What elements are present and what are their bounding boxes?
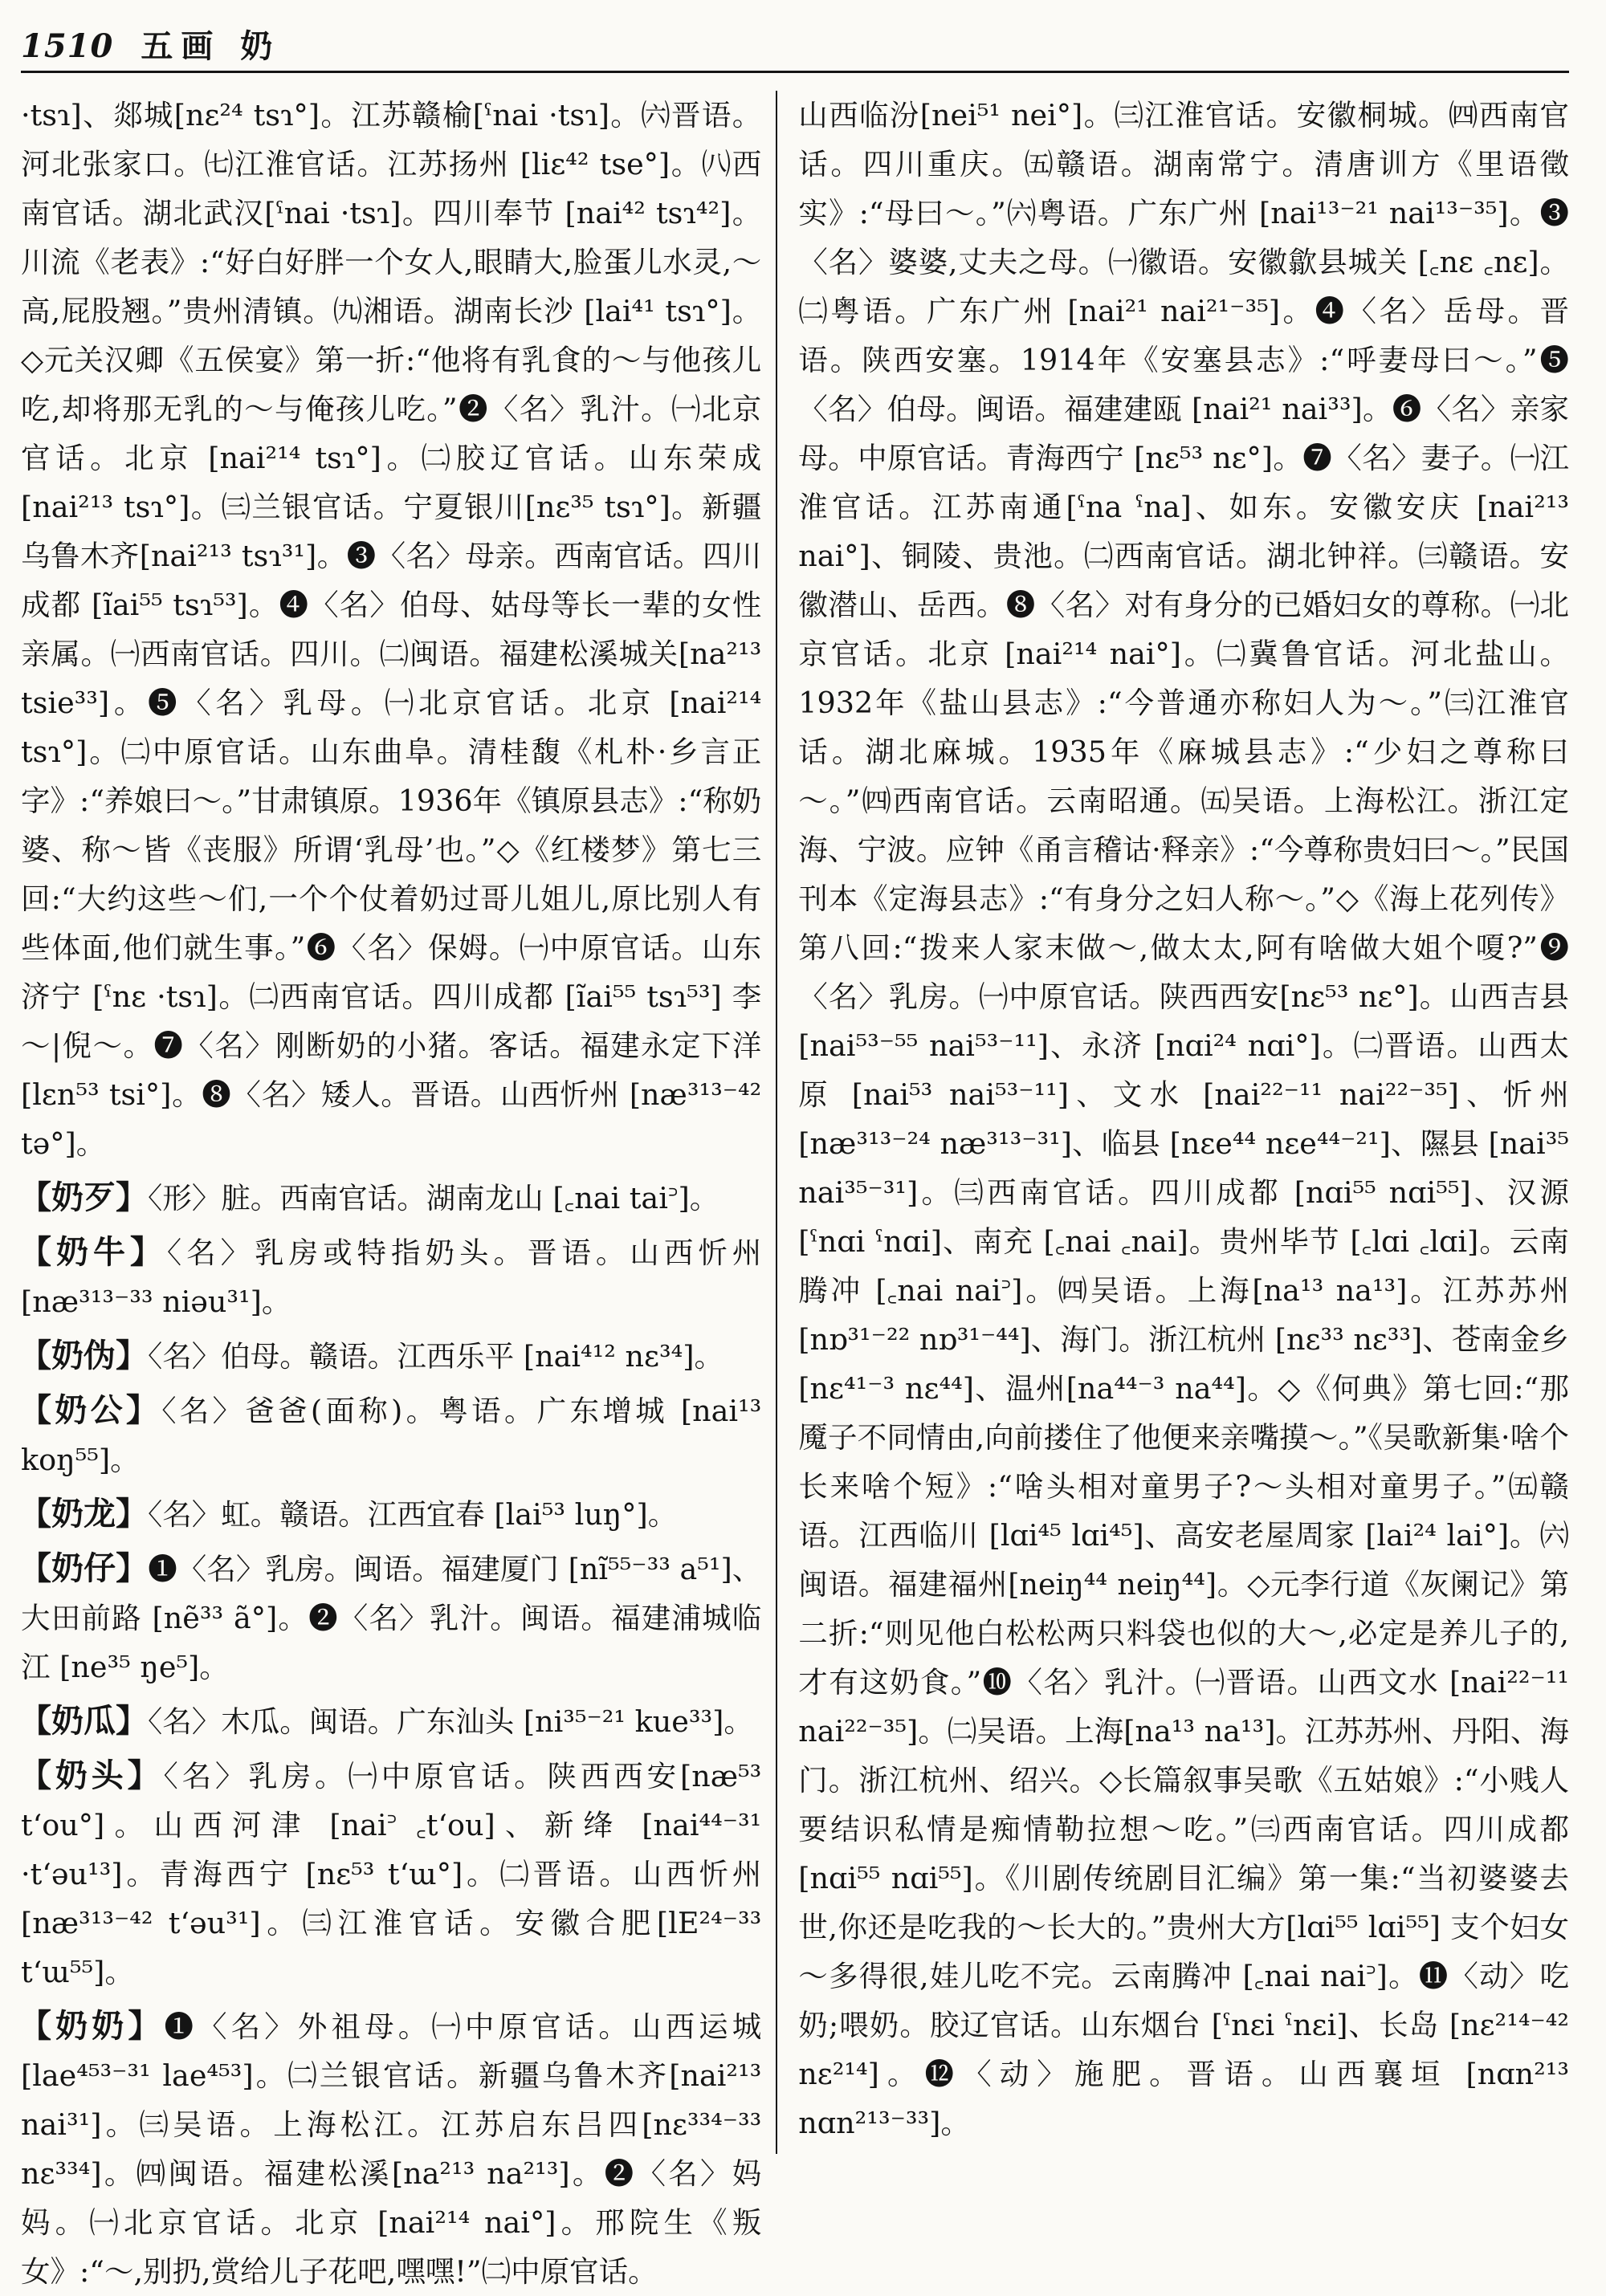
entry-headword: 【奶公】 bbox=[19, 1391, 162, 1429]
text-columns bbox=[19, 91, 1569, 2289]
entry-headword: 【奶头】 bbox=[19, 1757, 164, 1794]
dictionary-entry bbox=[21, 1489, 761, 1539]
dictionary-entry bbox=[21, 1331, 761, 1381]
section-title: 五画 奶 bbox=[141, 27, 281, 65]
entry-continuation: ·tsɿ]、郯城[nε²⁴ tsɿ°]。江苏赣榆[ˁnai ·tsɿ]。㈥晋语。河北张家口。㈦江淮官话。江苏扬州 [liε⁴² tse°]。㈧西南官话。湖北武汉[ˁnai ·tsɿ]。四川奉节 [nai⁴² tsɿ⁴²]。川流《老表》:“好白好胖一个女人,眼睛大,脸蛋儿水灵,～高,屁股翘。”贵州清镇。㈨湘语。湖南长沙 [lai⁴¹ tsɿ°]。◇元关汉卿《五侯宴》第一折:“他将有乳食的～与他孩儿吃,却将那无乳的～与俺孩儿吃。”❷〈名〉乳汁。㈠北京官话。北京 [nai²¹⁴ tsɿ°]。㈡胶辽官话。山东荣成 [nai²¹³ tsɿ°]。㈢兰银官话。宁夏银川[nε³⁵ tsɿ°]。新疆乌鲁木齐[nai²¹³ tsɿ³¹]。❸〈名〉母亲。西南官话。四川成都 [ĩai⁵⁵ tsɿ⁵³]。❹〈名〉伯母、姑母等长一辈的女性亲属。㈠西南官话。四川。㈡闽语。福建松溪城关[na²¹³ tsie³³]。❺〈名〉乳母。㈠北京官话。北京 [nai²¹⁴ tsɿ°]。㈡中原官话。山东曲阜。清桂馥《札朴·乡言正字》:“养娘曰～。”甘肃镇原。1936年《镇原县志》:“称奶婆、称～皆《丧服》所谓‘乳母’也。”◇《红楼梦》第七三回:“大约这些～们,一个个仗着奶过哥儿姐儿,原比别人有些体面,他们就生事。”❻〈名〉保姆。㈠中原官话。山东济宁 [ˁnε ·tsɿ]。㈡西南官话。四川成都 [ĩai⁵⁵ tsɿ⁵³] 李～|倪～。❼〈名〉刚断奶的小猪。客话。福建永定下洋 [lεn⁵³ tsi°]。❽〈名〉矮人。晋语。山西忻州 [næ³¹³⁻⁴² tə°]。 bbox=[21, 98, 762, 1161]
dictionary-entry bbox=[21, 2001, 761, 2296]
page-number: 1510 bbox=[21, 27, 114, 65]
entry-headword: 【奶龙】 bbox=[19, 1495, 148, 1533]
entry-definition: 〈名〉伯母。赣语。江西乐平 [nai⁴¹² nε³⁴]。 bbox=[148, 1339, 724, 1374]
left-column bbox=[19, 91, 776, 2289]
dictionary-entry bbox=[21, 1544, 761, 1691]
entry-headword: 【奶仔】 bbox=[19, 1549, 149, 1587]
right-column bbox=[776, 91, 1569, 2154]
entry-headword: 【奶伪】 bbox=[19, 1337, 148, 1374]
running-head bbox=[21, 21, 1569, 73]
entry-definition: 〈形〉脏。西南官话。湖南龙山 [꜀nai tai꜄]。 bbox=[148, 1181, 719, 1215]
dictionary-entry bbox=[21, 1173, 761, 1223]
entry-definition: ❶〈名〉乳房。闽语。福建厦门 [nĩ⁵⁵⁻³³ a⁵¹]、大田前路 [nẽ³³ ã°]。❷〈名〉乳汁。闽语。福建浦城临江 [ne³⁵ ŋe⁵]。 bbox=[21, 1552, 762, 1684]
entry-headword: 【奶牛】 bbox=[19, 1233, 167, 1271]
entry-definition: 〈名〉乳房。㈠中原官话。陕西西安[næ⁵³ tʻou°]。山西河津 [nai꜄ ꜀tʻou]、新绛 [nai⁴⁴⁻³¹ ·tʻəu¹³]。青海西宁 [nε⁵³ tʻɯ°]。㈡晋语。山西忻州 [næ³¹³⁻⁴² tʻəu³¹]。㈢江淮官话。安徽合肥[lE²⁴⁻³³ tʻɯ⁵⁵]。 bbox=[21, 1759, 762, 1989]
entry-headword: 【奶歹】 bbox=[19, 1179, 148, 1216]
entry-headword: 【奶奶】 bbox=[19, 2007, 165, 2045]
dictionary-entry bbox=[21, 1386, 761, 1484]
entry-definition: 〈名〉虹。赣语。江西宜春 [lai⁵³ luŋ°]。 bbox=[148, 1497, 678, 1532]
entry-continuation: 山西临汾[nei⁵¹ nei°]。㈢江淮官话。安徽桐城。㈣西南官话。四川重庆。㈤赣语。湖南常宁。清唐训方《里语徵实》:“母曰～。”㈥粤语。广东广州 [nai¹³⁻²¹ nai¹³⁻³⁵]。❸〈名〉婆婆,丈夫之母。㈠徽语。安徽歙县城关 [꜀nε ꜀nε]。㈡粤语。广东广州 [nai²¹ nai²¹⁻³⁵]。❹〈名〉岳母。晋语。陕西安塞。1914年《安塞县志》:“呼妻母曰～。”❺〈名〉伯母。闽语。福建建瓯 [nai²¹ nai³³]。❻〈名〉亲家母。中原官话。青海西宁 [nε⁵³ nε°]。❼〈名〉妻子。㈠江淮官话。江苏南通[ˁna ˁna]、如东。安徽安庆 [nai²¹³ nai°]、铜陵、贵池。㈡西南官话。湖北钟祥。㈢赣语。安徽潜山、岳西。❽〈名〉对有身分的已婚妇女的尊称。㈠北京官话。北京 [nai²¹⁴ nai°]。㈡冀鲁官话。河北盐山。1932年《盐山县志》:“今普通亦称妇人为～。”㈢江淮官话。湖北麻城。1935年《麻城县志》:“少妇之尊称曰～。”㈣西南官话。云南昭通。㈤吴语。上海松江。浙江定海、宁波。应钟《甬言稽诂·释亲》:“今尊称贵妇曰～。”民国刊本《定海县志》:“有身分之妇人称～。”◇《海上花列传》第八回:“拨来人家末做～,做太太,阿有啥做大姐个嗄?”❾〈名〉乳房。㈠中原官话。陕西西安[nε⁵³ nε°]。山西吉县 [nai⁵³⁻⁵⁵ nai⁵³⁻¹¹]、永济 [nɑi²⁴ nɑi°]。㈡晋语。山西太原 [nai⁵³ nai⁵³⁻¹¹]、文水 [nai²²⁻¹¹ nai²²⁻³⁵]、忻州 [næ³¹³⁻²⁴ næ³¹³⁻³¹]、临县 [nεe⁴⁴ nεe⁴⁴⁻²¹]、隰县 [nai³⁵ nai³⁵⁻³¹]。㈢西南官话。四川成都 [nɑi⁵⁵ nɑi⁵⁵]、汉源 [ˁnɑi ˁnɑi]、南充 [꜀nai ꜀nai]。贵州毕节 [꜀lɑi ꜀lɑi]。云南腾冲 [꜀nai nai꜄]。㈣吴语。上海[na¹³ na¹³]。江苏苏州 [nɒ³¹⁻²² nɒ³¹⁻⁴⁴]、海门。浙江杭州 [nε³³ nε³³]、苍南金乡 [nε⁴¹⁻³ nε⁴⁴]、温州[na⁴⁴⁻³ na⁴⁴]。◇《何典》第七回:“那魇子不同情由,向前搂住了他便来亲嘴摸～。”《吴歌新集·啥个长来啥个短》:“啥头相对童男子?～头相对童男子。”㈤赣语。江西临川 [lɑi⁴⁵ lɑi⁴⁵]、高安老屋周家 [lai²⁴ lai°]。㈥闽语。福建福州[neiŋ⁴⁴ neiŋ⁴⁴]。◇元李行道《灰阑记》第二折:“则见他白松松两只料袋也似的大～,必定是养儿子的,才有这奶食。”❿〈名〉乳汁。㈠晋语。山西文水 [nai²²⁻¹¹ nai²²⁻³⁵]。㈡吴语。上海[na¹³ na¹³]。江苏苏州、丹阳、海门。浙江杭州、绍兴。◇长篇叙事吴歌《五姑娘》:“小贱人要结识私情是痴情勒拉想～吃。”㈢西南官话。四川成都[nɑi⁵⁵ nɑi⁵⁵]。《川剧传统剧目汇编》第一集:“当初婆婆去世,你还是吃我的～长大的。”贵州大方[lɑi⁵⁵ lɑi⁵⁵] 支个妇女～多得很,娃儿吃不完。云南腾冲 [꜀nai nai꜄]。⓫〈动〉吃奶;喂奶。胶辽官话。山东烟台 [ˁnεi ˁnεi]、长岛 [nε²¹⁴⁻⁴² nε²¹⁴]。⓬〈动〉施肥。晋语。山西襄垣 [nɑn²¹³ nɑn²¹³⁻³³]。 bbox=[798, 98, 1569, 2140]
entry-definition: 〈名〉爸爸(面称)。粤语。广东增城 [nai¹³ koŋ⁵⁵]。 bbox=[21, 1394, 762, 1477]
entry-definition: 〈名〉木瓜。闽语。广东汕头 [ni³⁵⁻²¹ kue³³]。 bbox=[148, 1704, 753, 1739]
dictionary-entry bbox=[21, 1751, 761, 1997]
dictionary-entry bbox=[21, 1227, 761, 1326]
dictionary-entry bbox=[21, 1696, 761, 1746]
entry-headword: 【奶瓜】 bbox=[19, 1702, 148, 1740]
entry-definition: 〈名〉乳房或特指奶头。晋语。山西忻州 [næ³¹³⁻³³ niəu³¹]。 bbox=[21, 1236, 762, 1319]
entry-definition: ❶〈名〉外祖母。㈠中原官话。山西运城 [lae⁴⁵³⁻³¹ lae⁴⁵³]。㈡兰银官话。新疆乌鲁木齐[nai²¹³ nai³¹]。㈢吴语。上海松江。江苏启东吕四[nε³³⁴⁻³³ nε³³⁴]。㈣闽语。福建松溪[na²¹³ na²¹³]。❷〈名〉妈妈。㈠北京官话。北京 [nai²¹⁴ nai°]。邢院生《叛女》:“～,别扔,赏给儿子花吧,嘿嘿!”㈡中原官话。 bbox=[21, 2009, 762, 2289]
